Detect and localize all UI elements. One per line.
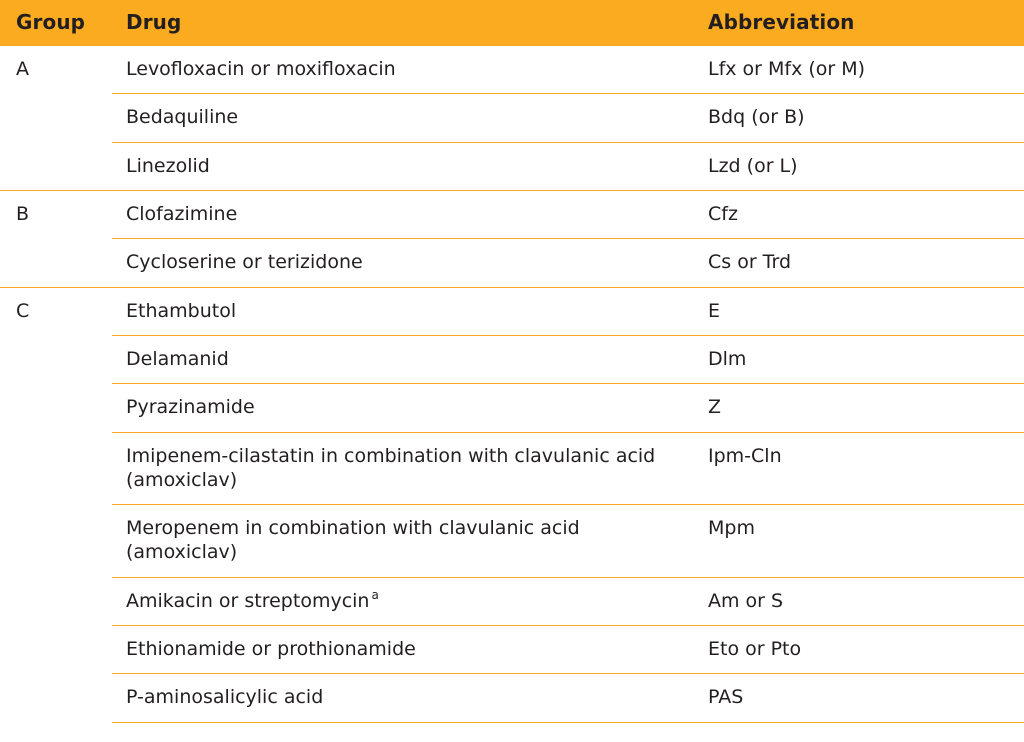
cell-group: B — [0, 190, 112, 238]
cell-drug — [112, 142, 700, 190]
cell-abbreviation: Eto or Pto — [700, 626, 1024, 674]
cell-abbreviation: Dlm — [700, 335, 1024, 383]
cell-group: C — [0, 287, 112, 335]
cell-group — [0, 94, 112, 142]
table-row — [0, 335, 1024, 383]
cell-abbreviation: Lfx or Mfx (or M) — [700, 46, 1024, 94]
drug-name: Amikacin or streptomycin — [126, 589, 370, 612]
drug-name: Clofazimine — [126, 202, 238, 225]
cell-group — [0, 577, 112, 625]
drug-name: Meropenem in combination with clavulanic acid (amoxiclav) — [126, 517, 580, 564]
cell-group — [0, 142, 112, 190]
column-header-drug: Drug — [112, 0, 700, 46]
table-row — [0, 190, 1024, 238]
drug-name: Bedaquiline — [126, 106, 239, 129]
table-header-row — [0, 0, 1024, 46]
cell-abbreviation: Mpm — [700, 505, 1024, 578]
cell-drug — [112, 505, 700, 578]
cell-abbreviation: PAS — [700, 674, 1024, 722]
column-header-group: Group — [0, 0, 112, 46]
drug-name: Pyrazinamide — [126, 396, 255, 419]
cell-abbreviation: Lzd (or L) — [700, 142, 1024, 190]
drug-name: Delamanid — [126, 347, 229, 370]
cell-drug — [112, 577, 700, 625]
table-row — [0, 239, 1024, 287]
table-row — [0, 505, 1024, 578]
drug-name: Cycloserine or terizidone — [126, 251, 363, 274]
cell-drug — [112, 190, 700, 238]
table-row — [0, 287, 1024, 335]
drug-name: Imipenem-cilastatin in combination with clavulanic acid (amoxiclav) — [126, 444, 656, 491]
cell-drug — [112, 46, 700, 94]
table-row — [0, 577, 1024, 625]
cell-group — [0, 384, 112, 432]
cell-abbreviation: Cfz — [700, 190, 1024, 238]
table-row — [0, 94, 1024, 142]
cell-drug — [112, 335, 700, 383]
cell-group — [0, 674, 112, 722]
footnote-marker: a — [371, 588, 379, 603]
cell-abbreviation: Cs or Trd — [700, 239, 1024, 287]
cell-abbreviation: Am or S — [700, 577, 1024, 625]
cell-drug — [112, 384, 700, 432]
cell-abbreviation: Bdq (or B) — [700, 94, 1024, 142]
drug-name: Levofloxacin or moxifloxacin — [126, 58, 396, 80]
column-header-abbreviation: Abbreviation — [700, 0, 1024, 46]
table-body — [0, 46, 1024, 723]
cell-drug — [112, 94, 700, 142]
cell-abbreviation: Z — [700, 384, 1024, 432]
cell-group: A — [0, 46, 112, 94]
cell-group — [0, 626, 112, 674]
table-row — [0, 384, 1024, 432]
table-row — [0, 142, 1024, 190]
drug-name: Linezolid — [126, 154, 210, 177]
cell-drug — [112, 432, 700, 505]
drug-name: Ethionamide or prothionamide — [126, 638, 416, 661]
cell-drug — [112, 626, 700, 674]
cell-drug — [112, 239, 700, 287]
cell-abbreviation: E — [700, 287, 1024, 335]
table-header — [0, 0, 1024, 46]
cell-group — [0, 505, 112, 578]
cell-abbreviation: Ipm-Cln — [700, 432, 1024, 505]
cell-group — [0, 432, 112, 505]
table-row — [0, 626, 1024, 674]
drug-name: Ethambutol — [126, 299, 237, 322]
cell-group — [0, 335, 112, 383]
drug-name: P-aminosalicylic acid — [126, 686, 324, 709]
cell-drug — [112, 287, 700, 335]
table-row — [0, 432, 1024, 505]
table-row — [0, 674, 1024, 722]
table-row — [0, 46, 1024, 94]
cell-group — [0, 239, 112, 287]
cell-drug — [112, 674, 700, 722]
